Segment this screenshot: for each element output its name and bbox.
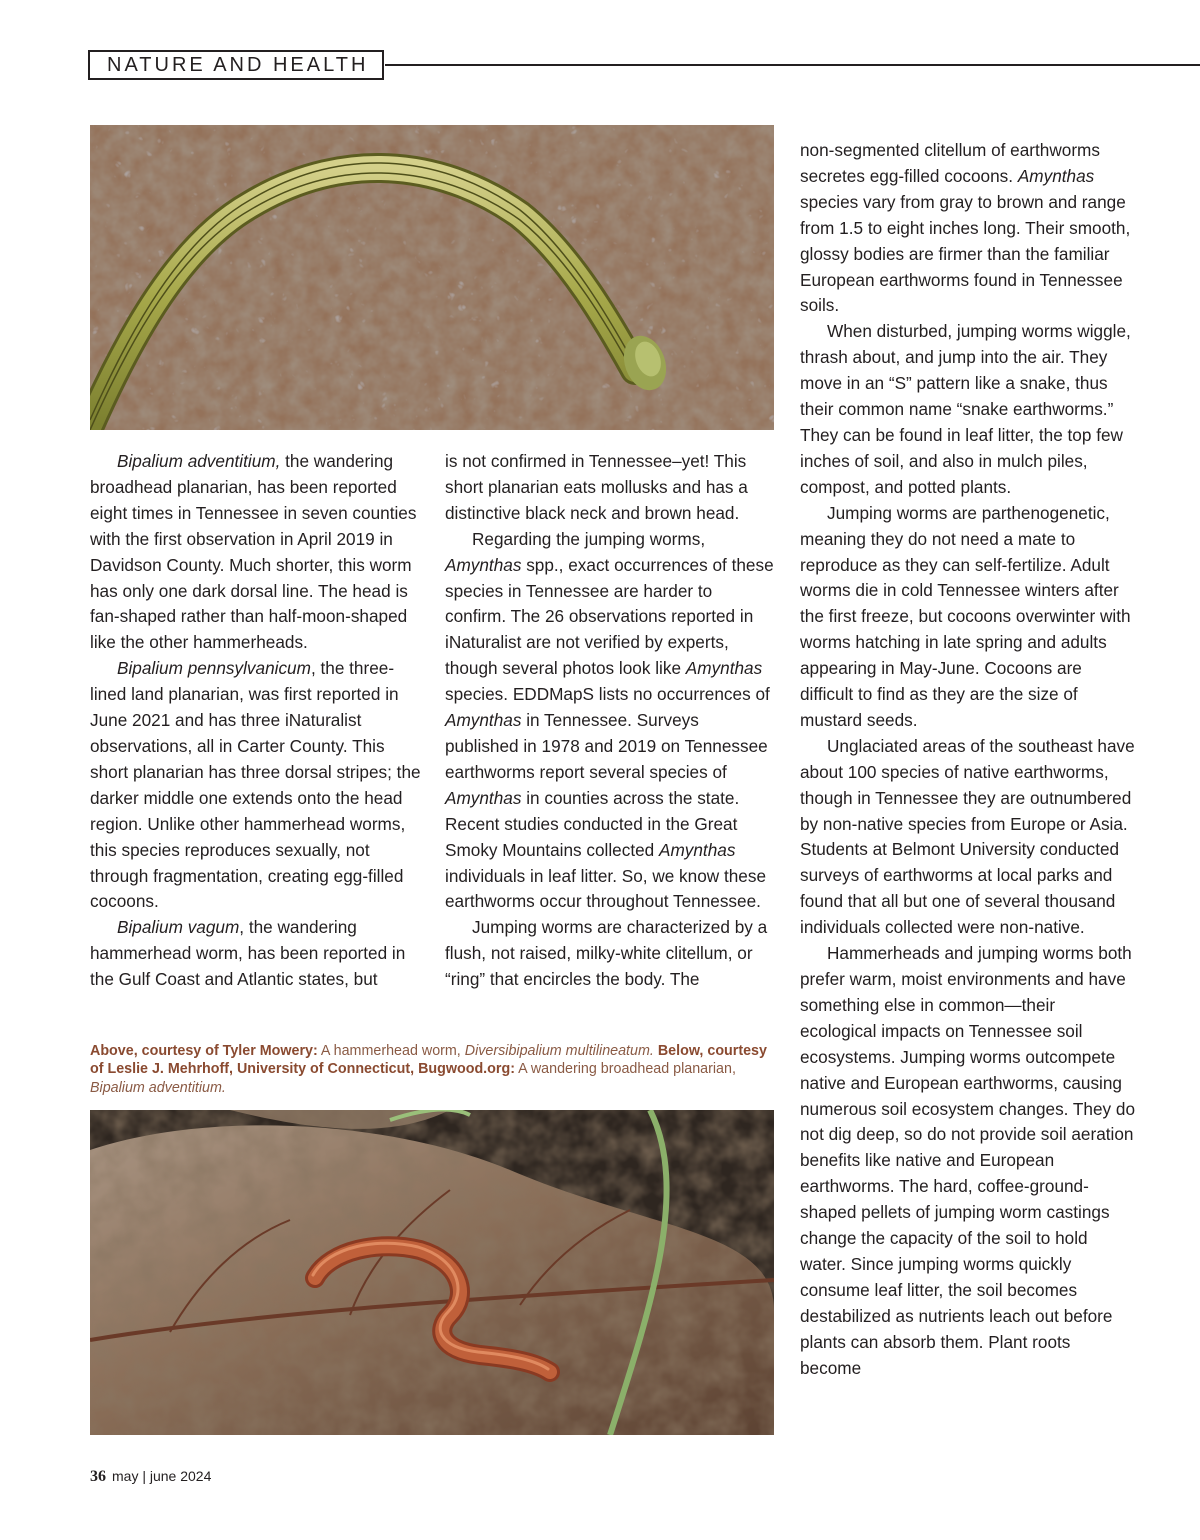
paragraph-when-disturbed: When disturbed, jumping worms wiggle, thrash about, and jump into the air. They move in an “S” pattern like a snake, thus their common name “snake earthworms.” They can be found in leaf litter, the top few inches of soil, and also in mulch piles, compost, and potted plants. bbox=[800, 321, 1131, 497]
paragraph-jumping-worms-clitellum: Jumping worms are characterized by a flush, not raised, milky-white clitellum, or “ring” that encircles the body. The bbox=[445, 917, 768, 990]
section-header bbox=[88, 50, 384, 80]
article-column-1 bbox=[90, 449, 426, 993]
section-title: NATURE AND HEALTH bbox=[107, 54, 369, 76]
hammerhead-worm-photo bbox=[90, 125, 774, 430]
paragraph-bipalium-pennsylvanicum: Bipalium pennsylvanicum, the three-lined land planarian, was first reported in June 2021 and has three iNaturalist observations, all in Carter County. This short planarian has three dorsal stripes; the darker middle one extends onto the head region. Unlike other hammerhead worms, this species reproduces sexually, not through fragmentation, creating egg-filled cocoons. bbox=[90, 658, 421, 912]
broadhead-planarian-photo bbox=[90, 1110, 774, 1435]
paragraph-parthenogenetic: Jumping worms are parthenogenetic, meaning they do not need a mate to reproduce as they can self-fertilize. Adult worms die in cold Tennessee winters after the first freeze, but cocoons overwinter with worms hatching in late spring and adults appearing in May-June. Cocoons are difficult to find as they are the size of mustard seeds. bbox=[800, 502, 1131, 730]
article-column-3 bbox=[800, 138, 1136, 1382]
issue-date: may | june 2024 bbox=[112, 1468, 212, 1484]
paragraph-bipalium-vagum: Bipalium vagum, the wandering hammerhead worm, has been reported in the Gulf Coast and Atlantic states, but bbox=[90, 917, 406, 990]
section-header-rule bbox=[385, 64, 1200, 66]
paragraph-unglaciated-areas: Unglaciated areas of the southeast have about 100 species of native earthworms, though in Tennessee they are outnumbered by non-native species from Europe or Asia. Students at Belmont University conducted surveys of earthworms at local parks and found that all but one of several thousand individuals collected were non-native. bbox=[800, 735, 1135, 938]
paragraph-ecological-impacts: Hammerheads and jumping worms both prefer warm, moist environments and have something else in common—their ecological impacts on Tennessee soil ecosystems. Jumping worms outcompete native and European earthworms, causing numerous soil ecosystem changes. They do not dig deep, so do not provide soil aeration benefits like native and European earthworms. The hard, coffee-ground-shaped pellets of jumping worm castings change the capacity of the soil to hold water. Since jumping worms quickly consume leaf litter, the soil becomes destabilized as nutrients leach out before plants can absorb them. Plant roots become bbox=[800, 943, 1136, 1378]
paragraph-clitellum-continued: non-segmented clitellum of earthworms secretes egg-filled cocoons. Amynthas species vary from gray to brown and range from 1.5 to eight inches long. Their smooth, glossy bodies are firmer than the familiar European earthworms found in Tennessee soils. bbox=[800, 140, 1131, 316]
page-footer bbox=[90, 1468, 211, 1486]
article-column-2 bbox=[445, 449, 777, 993]
paragraph-bipalium-adventitium: Bipalium adventitium, the wandering broadhead planarian, has been reported eight times in Tennessee in seven counties with the first observation in April 2019 in Davidson County. Much shorter, this worm has only one dark dorsal line. The head is fan-shaped rather than half-moon-shaped like the other hammerheads. bbox=[90, 451, 417, 653]
paragraph-jumping-worms-occurrence: Regarding the jumping worms, Amynthas spp., exact occurrences of these species in Tennessee are harder to confirm. The 26 observations reported in iNaturalist are not verified by experts, though several photos look like Amynthas species. EDDMapS lists no occurrences of Amynthas in Tennessee. Surveys published in 1978 and 2019 on Tennessee earthworms report several species of Amynthas in counties across the state. Recent studies conducted in the Great Smoky Mountains collected Amynthas individuals in leaf litter. So, we know these earthworms occur throughout Tennessee. bbox=[445, 528, 774, 912]
page-number: 36 bbox=[90, 1468, 106, 1485]
photo-caption: Above, courtesy of Tyler Mowery: A hammerhead worm, Diversibipalium multilineatum. Below, courtesy of Leslie J. Mehrhoff, University of Connecticut, Bugwood.org: A wandering broadhead planarian, Bipalium adventitium. bbox=[90, 1043, 767, 1096]
paragraph-continued: is not confirmed in Tennessee–yet! This short planarian eats mollusks and has a distinctive black neck and brown head. bbox=[445, 451, 748, 523]
